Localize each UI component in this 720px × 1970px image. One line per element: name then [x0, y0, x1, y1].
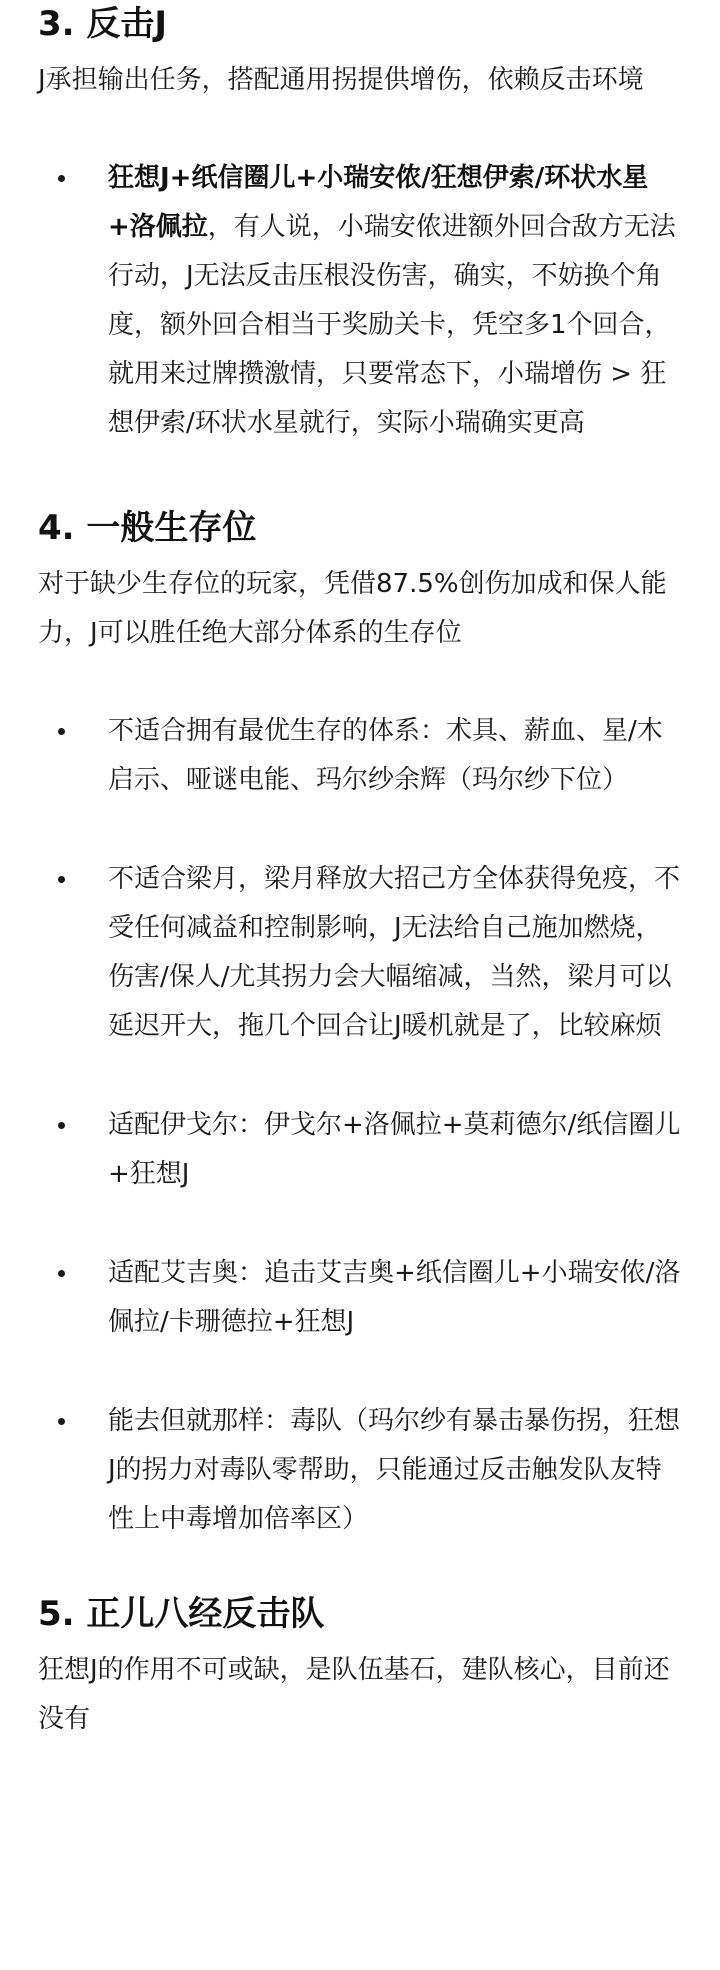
section-general-survival: [38, 498, 684, 1544]
section-true-counter-team: [38, 1584, 684, 1744]
list-item: 能去但就那样：毒队（玛尔纱有暴击暴伤拐，狂想J的拐力对毒队零帮助，只能通过反击触发队友特性上中毒增加倍率区）: [38, 1397, 684, 1544]
section-heading: 5. 正儿八经反击队: [38, 1594, 325, 1634]
bullet-text: ，有人说，小瑞安侬进额外回合敌方无法行动，J无法反击压根没伤害，确实，不妨换个角度，额外回合相当于奖励关卡，凭空多1个回合，就用来过牌攒激情，只要常态下，小瑞增伤 > 狂想伊索/环状水星就行，实际小瑞确实更高: [108, 212, 676, 438]
bullet-bold-text: 狂想J+纸信圈儿+小瑞安侬/狂想伊索/环状水星+洛佩拉: [108, 163, 649, 242]
section-intro: 对于缺少生存位的玩家，凭借87.5%创伤加成和保人能力，J可以胜任绝大部分体系的生存位: [38, 569, 667, 648]
list-item: [38, 154, 684, 448]
section-intro: J承担输出任务，搭配通用拐提供增伤，依赖反击环境: [38, 65, 644, 95]
bullet-list: [38, 707, 684, 1544]
list-item: 适配伊戈尔：伊戈尔+洛佩拉+莫莉德尔/纸信圈儿+狂想J: [38, 1101, 684, 1199]
list-item: 不适合拥有最优生存的体系：术具、薪血、星/木启示、哑谜电能、玛尔纱余辉（玛尔纱下位）: [38, 707, 684, 805]
section-intro: 狂想J的作用不可或缺，是队伍基石，建队核心，目前还没有: [38, 1655, 670, 1734]
section-heading: 3. 反击J: [38, 4, 168, 44]
bullet-list: [38, 154, 684, 448]
section-counter-j: [38, 0, 684, 448]
section-heading: 4. 一般生存位: [38, 508, 257, 548]
list-item: 不适合梁月，梁月释放大招己方全体获得免疫，不受任何减益和控制影响，J无法给自己施加燃烧，伤害/保人/尤其拐力会大幅缩减，当然，梁月可以延迟开大，拖几个回合让J暖机就是了，比较麻烦: [38, 855, 684, 1051]
list-item: 适配艾吉奥：追击艾吉奥+纸信圈儿+小瑞安侬/洛佩拉/卡珊德拉+狂想J: [38, 1249, 684, 1347]
